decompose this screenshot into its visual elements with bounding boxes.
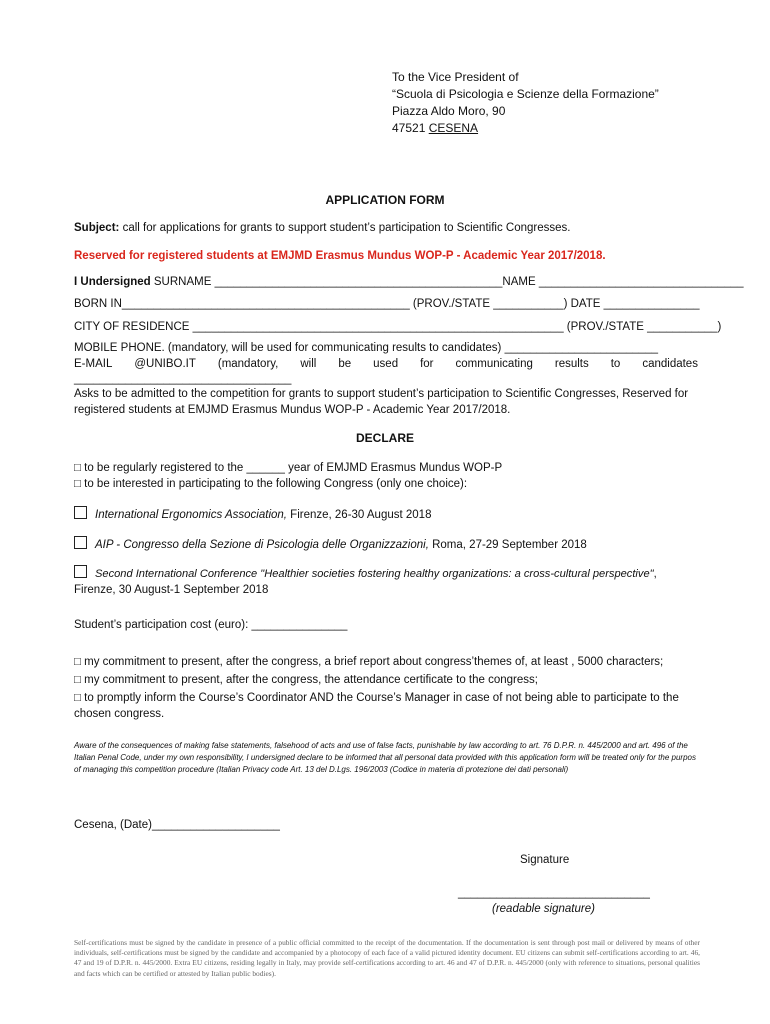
address-line-1: To the Vice President of [392,70,519,84]
surname-name-field[interactable]: SURNAME _____________________________________________NAME ________________________________ [150,276,744,288]
address-line-2: “Scuola di Psicologia e Scienze della Formazione” [392,87,659,101]
address-line-4 [392,120,478,137]
email-word: @UNIBO.IT [134,358,196,370]
commitment-attendance[interactable]: □ my commitment to present, after the congress, the attendance certificate to the congress; [74,674,538,686]
declare-heading: DECLARE [355,431,414,445]
email-word: candidates [642,358,698,370]
checkbox-icon[interactable] [74,536,87,549]
subject-line [74,221,570,236]
email-word: E-MAIL [74,358,113,370]
email-word: be [338,358,352,370]
checkbox-icon[interactable] [74,565,87,578]
congress-name: Second International Conference "Healthier societies fostering healthy organizations: a cross-cultural perspective" [95,568,654,580]
undersigned-label: I Undersigned [74,276,151,288]
checkbox-icon[interactable] [74,506,87,519]
email-word: will [300,358,317,370]
commitment-inform[interactable]: □ to promptly inform the Course’s Coordinator AND the Course’s Manager in case of not being able to participate to the chosen congress. [74,692,679,720]
declare-item-registered[interactable]: □ to be regularly registered to the ______ year of EMJMD Erasmus Mundus WOP-P [74,462,503,474]
asks-paragraph: Asks to be admitted to the competition for grants to support student’s participation to Scientific Congresses, Reserved for registered students at EMJMD Erasmus Mundus WOP-P - Academic Year 2017/2018. [74,388,689,416]
mobile-phone-line[interactable]: MOBILE PHONE. (mandatory, will be used for communicating results to candidates) ________________________ [74,342,659,354]
date-line[interactable]: Cesena, (Date)____________________ [74,819,280,831]
declare-item-interested[interactable]: □ to be interested in participating to the following Congress (only one choice): [74,478,468,490]
subject-label: Subject: [74,222,120,234]
commitment-report[interactable]: □ my commitment to present, after the congress, a brief report about congress’themes of, at least , 5000 characters; [74,656,664,668]
self-certification-footnote: Self-certifications must be signed by the candidate in presence of a public official committed to the receipt of the documentation. If the documentation is sent through post mail or delivered by means of other individuals, self-certifications must be signed by the candidate and accompanied by a photocopy of each face of a valid pictured identity document. EU citizens can submit self-certifications according to art. 46, 47 and 19 of D.P.R. n. 445/2000. Extra EU citizens, residing legally in Italy, may provide self-certifications according to art. 46 and 47 of D.P.R. n. 445/2000 (only with reference to situations, personal qualities and facts which can be certified or attested by Italian public bodies). [74,938,700,978]
email-word: to [610,358,621,370]
congress-name: International Ergonomics Association, [95,509,287,521]
email-word: communicating [455,358,533,370]
congress-punct: , [653,568,657,580]
subject-text: call for applications for grants to support student’s participation to Scientific Congresses. [119,222,571,234]
address-city: CESENA [428,121,479,135]
aware-paragraph: Aware of the consequences of making false statements, falsehood of acts and use of false facts, punishable by law according to art. 76 D.P.R. n. 445/2000 and art. 496 of the Italian Penal Code, under my own responsibility, I undersigned declare to be informed that all personal data provided with this application form will be treated only for the purpos of managing this competition procedure (Italian Privacy code Art. 13 del D.Lgs. 196/2003 (Codice in materia di protezione dei dati personali) [74,741,696,774]
postal-code: 47521 [392,121,429,135]
email-field[interactable]: __________________________________ [74,373,292,385]
congress-option-iea[interactable] [74,506,431,523]
reserved-notice: Reserved for registered students at EMJMD Erasmus Mundus WOP-P - Academic Year 2017/2018. [74,250,606,262]
email-word: for [420,358,434,370]
surname-name-line[interactable] [74,275,743,290]
congress-option-aip[interactable] [74,536,587,553]
participation-cost-line[interactable]: Student’s participation cost (euro): _______________ [74,619,348,631]
signature-label: Signature [520,854,570,866]
congress-option-healthier[interactable] [74,565,657,582]
signature-field[interactable]: ______________________________ [458,887,650,899]
congress-name: AIP - Congresso della Sezione di Psicologia delle Organizzazioni, [95,539,429,551]
congress-details: Firenze, 26-30 August 2018 [286,509,432,521]
born-in-line[interactable]: BORN IN_____________________________________________ (PROV./STATE ___________) DATE _______________ [74,298,700,310]
email-word: results [554,358,589,370]
email-line [74,357,698,372]
email-word: (mandatory, [217,358,279,370]
form-title: APPLICATION FORM [325,193,445,207]
email-word: used [373,358,399,370]
city-of-residence-line[interactable]: CITY OF RESIDENCE __________________________________________________________ (PROV./STATE ___________) [74,321,722,333]
congress-details: Firenze, 30 August-1 September 2018 [74,584,269,596]
address-line-3: Piazza Aldo Moro, 90 [392,104,506,118]
readable-signature-caption: (readable signature) [492,903,595,915]
congress-details: Roma, 27-29 September 2018 [428,539,587,551]
